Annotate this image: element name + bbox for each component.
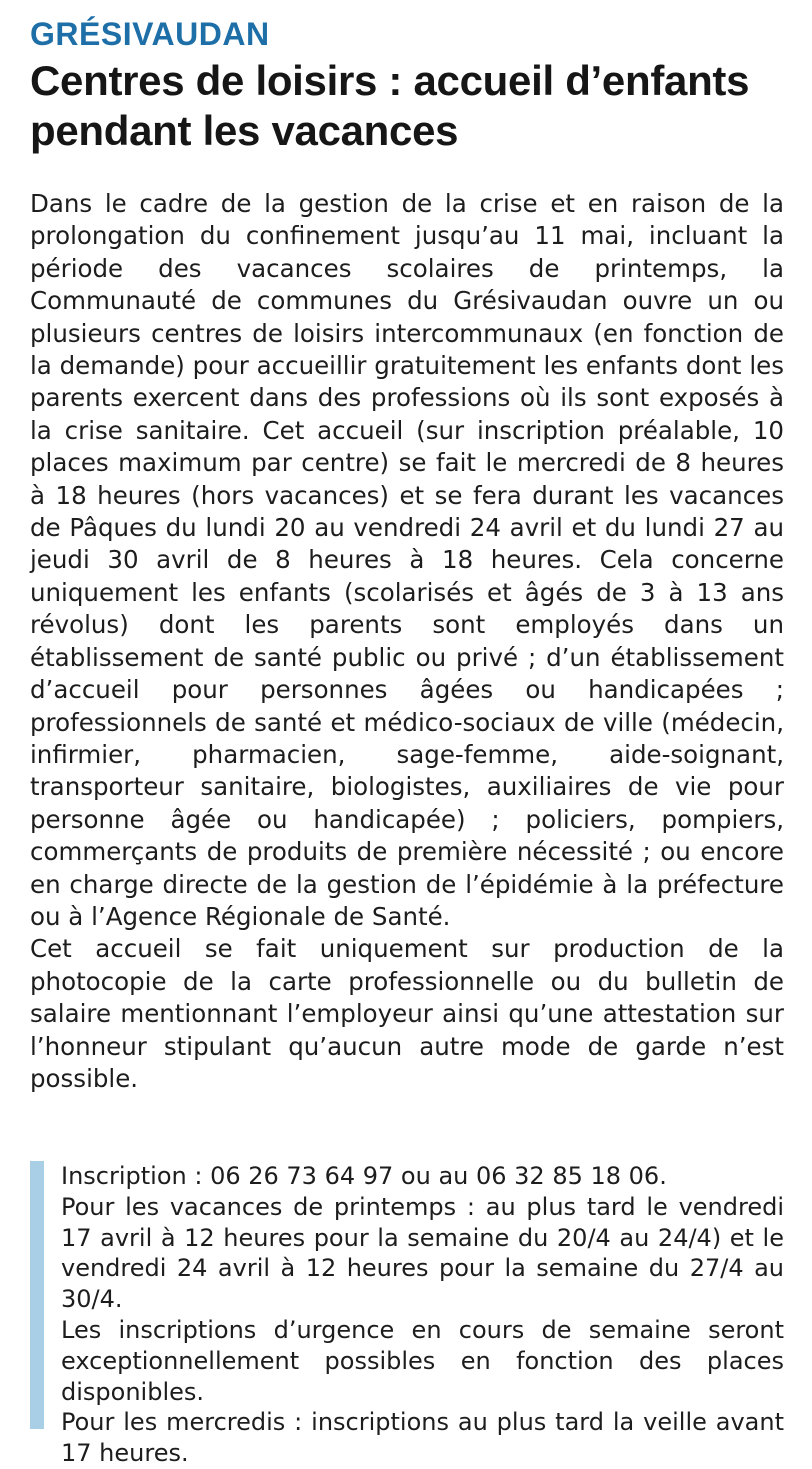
info-box bbox=[30, 1161, 784, 1468]
info-line-inscription: Inscription : 06 26 73 64 97 ou au 06 32 85 18 06. bbox=[61, 1162, 667, 1190]
article bbox=[30, 14, 784, 1095]
section-kicker: GRÉSIVAUDAN bbox=[30, 16, 270, 52]
info-box-text bbox=[61, 1161, 784, 1469]
info-line-urgence: Les inscriptions d’urgence en cours de semaine seront exceptionnellement possibles en fonction des places disponibles. bbox=[61, 1315, 784, 1406]
info-line-printemps: Pour les vacances de printemps : au plus tard le vendredi 17 avril à 12 heures pour la semaine du 20/4 au 24/4) et le vendredi 24 avril à 12 heures pour la semaine du 27/4 au 30/4. bbox=[61, 1192, 784, 1314]
info-line-mercredis: Pour les mercredis : inscriptions au plus tard la veille avant 17 heures. bbox=[61, 1408, 784, 1468]
body-paragraph: Dans le cadre de la gestion de la crise et en raison de la prolongation du confinement jusqu’au 11 mai, incluant la période des vacances scolaires de printemps, la Communauté de communes du Grésivaudan ouvre un ou plusieurs centres de loisirs intercommunaux (en fonction de la demande) pour accueillir gratuitement les enfants dont les parents exercent dans des professions où ils sont exposés à la crise sanitaire. Cet accueil (sur inscription préalable, 10 places maximum par centre) se fait le mercredi de 8 heures à 18 heures (hors vacances) et se fera durant les vacances de Pâques du lundi 20 au vendredi 24 avril et du lundi 27 au jeudi 30 avril de 8 heures à 18 heures. Cela concerne uniquement les enfants (scolarisés et âgés de 3 à 13 ans révolus) dont les parents sont employés dans un établissement de santé public ou privé ; d’un établissement d’accueil pour personnes âgées ou handicapées ; professionnels de santé et médico-sociaux de ville (médecin, infirmier, pharmacien, sage-femme, aide-soignant, transporteur sanitaire, biologistes, auxiliaires de vie pour personne âgée ou handicapée) ; policiers, pompiers, commerçants de produits de première nécessité ; ou encore en charge directe de la gestion de l’épidémie à la préfecture ou à l’Agence Régionale de Santé. bbox=[30, 189, 784, 931]
article-headline: Centres de loisirs : accueil d’enfants pendant les vacances bbox=[30, 57, 750, 154]
body-paragraph: Cet accueil se fait uniquement sur production de la photocopie de la carte professionnelle ou du bulletin de salaire mentionnant l’employeur ainsi qu’une attestation sur l’honneur stipulant qu’aucun autre mode de garde n’est possible. bbox=[30, 934, 784, 1093]
info-box-accent-bar bbox=[30, 1161, 44, 1429]
article-body bbox=[30, 188, 784, 1095]
